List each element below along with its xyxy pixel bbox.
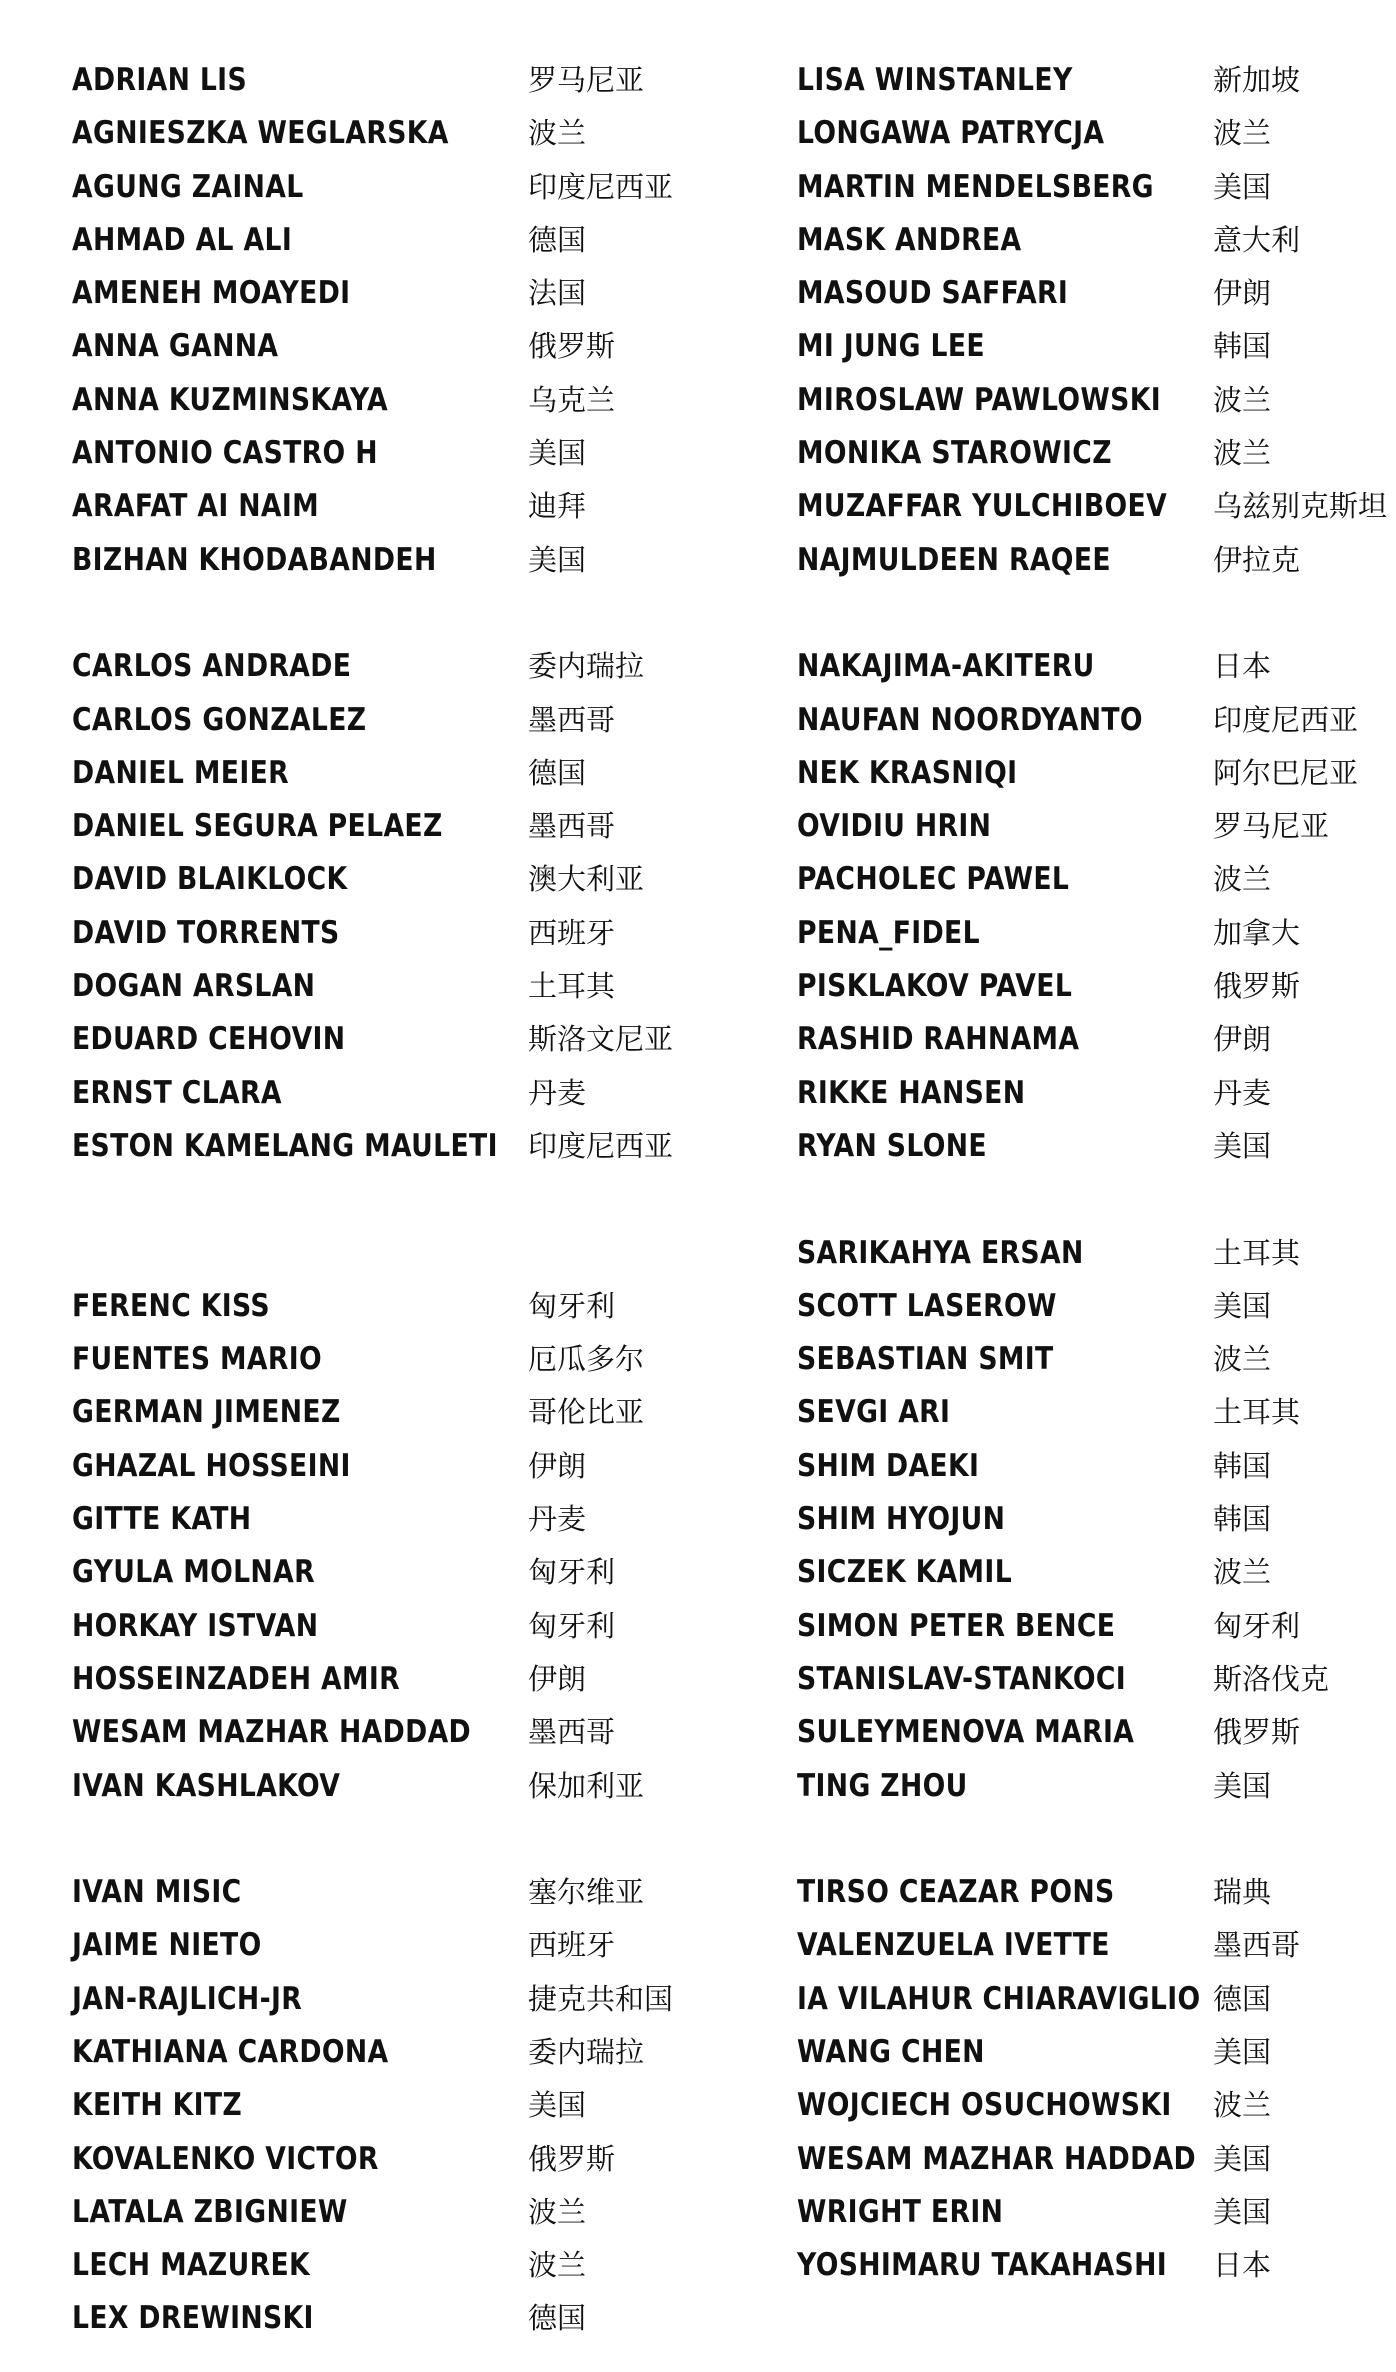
- person-country: 伊朗: [528, 1661, 587, 1696]
- person-name: FERENC KISS: [72, 1287, 270, 1324]
- person-name: SHIM HYOJUN: [797, 1501, 1006, 1538]
- person-country: 西班牙: [528, 1928, 616, 1963]
- person-name: SULEYMENOVA MARIA: [797, 1714, 1135, 1751]
- person-name: ADRIAN LIS: [72, 62, 247, 98]
- person-name: BIZHAN KHODABANDEH: [72, 541, 437, 578]
- person-name: LATALA ZBIGNIEW: [72, 2193, 348, 2230]
- person-country: 德国: [1213, 1981, 1272, 2016]
- person-country: 斯洛伐克: [1213, 1661, 1330, 1696]
- person-country: 美国: [528, 542, 587, 577]
- person-name: MARTIN MENDELSBERG: [797, 168, 1154, 205]
- person-country: 乌克兰: [528, 382, 616, 417]
- person-country: 俄罗斯: [1213, 969, 1301, 1004]
- person-name: KOVALENKO VICTOR: [72, 2140, 379, 2177]
- person-name: FUENTES MARIO: [72, 1341, 323, 1378]
- person-country: 墨西哥: [1213, 1928, 1301, 1963]
- person-country: 印度尼西亚: [528, 169, 674, 204]
- person-country: 波兰: [528, 2248, 587, 2283]
- person-country: 阿尔巴尼亚: [1213, 755, 1359, 790]
- person-country: 波兰: [528, 2194, 587, 2229]
- person-country: 伊朗: [1213, 1022, 1272, 1057]
- person-country: 波兰: [528, 116, 587, 151]
- person-country: 匈牙利: [528, 1288, 616, 1323]
- person-country: 美国: [1213, 2194, 1272, 2229]
- person-country: 瑞典: [1213, 1875, 1272, 1910]
- person-country: 美国: [1213, 1128, 1272, 1163]
- person-name: RASHID RAHNAMA: [797, 1021, 1080, 1058]
- person-country: 波兰: [1213, 2088, 1272, 2123]
- person-name: HORKAY ISTVAN: [72, 1607, 319, 1644]
- person-name: KEITH KITZ: [72, 2087, 243, 2124]
- person-name: GERMAN JIMENEZ: [72, 1394, 341, 1431]
- person-name: TIRSO CEAZAR PONS: [797, 1874, 1115, 1911]
- person-name: WANG CHEN: [797, 2033, 985, 2070]
- person-country: 美国: [1213, 1768, 1272, 1803]
- person-name: HOSSEINZADEH AMIR: [72, 1660, 400, 1697]
- person-name: AHMAD AL ALI: [72, 221, 293, 258]
- person-name: SICZEK KAMIL: [797, 1554, 1013, 1591]
- person-name: DANIEL SEGURA PELAEZ: [72, 808, 443, 845]
- person-name: RIKKE HANSEN: [797, 1074, 1026, 1111]
- person-name: OVIDIU HRIN: [797, 808, 992, 845]
- person-name: KATHIANA CARDONA: [72, 2033, 389, 2070]
- person-country: 伊拉克: [1213, 542, 1301, 577]
- person-name: GHAZAL HOSSEINI: [72, 1447, 351, 1484]
- person-name: ESTON KAMELANG MAULETI: [72, 1127, 498, 1164]
- person-country: 墨西哥: [528, 702, 616, 737]
- person-name: MONIKA STAROWICZ: [797, 435, 1112, 472]
- person-name: SHIM DAEKI: [797, 1447, 980, 1484]
- person-name: ARAFAT AI NAIM: [72, 488, 320, 525]
- person-country: 韩国: [1213, 1502, 1272, 1537]
- person-country: 丹麦: [1213, 1075, 1272, 1110]
- person-name: GYULA MOLNAR: [72, 1554, 315, 1591]
- person-country: 印度尼西亚: [1213, 702, 1359, 737]
- person-name: EDUARD CEHOVIN: [72, 1021, 346, 1058]
- person-country: 俄罗斯: [528, 329, 616, 364]
- person-name: MIROSLAW PAWLOWSKI: [797, 381, 1161, 418]
- person-country: 西班牙: [528, 915, 616, 950]
- person-country: 意大利: [1213, 222, 1301, 257]
- person-name: MUZAFFAR YULCHIBOEV: [797, 488, 1168, 525]
- person-country: 保加利亚: [528, 1768, 645, 1803]
- person-country: 罗马尼亚: [1213, 809, 1330, 844]
- person-name: RYAN SLONE: [797, 1127, 987, 1164]
- person-country: 新加坡: [1213, 63, 1301, 97]
- person-country: 俄罗斯: [528, 2141, 616, 2176]
- person-country: 澳大利亚: [528, 862, 645, 897]
- person-name: JAN-RAJLICH-JR: [72, 1980, 303, 2017]
- person-country: 波兰: [1213, 862, 1272, 897]
- person-country: 墨西哥: [528, 809, 616, 844]
- person-name: MI JUNG LEE: [797, 328, 985, 365]
- person-country: 捷克共和国: [528, 1981, 674, 2016]
- person-name: IVAN MISIC: [72, 1874, 242, 1911]
- person-name: JAIME NIETO: [72, 1927, 262, 1964]
- person-country: 土耳其: [1213, 1235, 1301, 1270]
- person-name: DAVID BLAIKLOCK: [72, 861, 348, 898]
- person-country: 日本: [1213, 649, 1272, 684]
- person-country: 匈牙利: [528, 1555, 616, 1590]
- person-name: STANISLAV-STANKOCI: [797, 1660, 1127, 1697]
- person-name: WOJCIECH OSUCHOWSKI: [797, 2087, 1172, 2124]
- person-name: LONGAWA PATRYCJA: [797, 115, 1105, 152]
- person-name: ERNST CLARA: [72, 1074, 282, 1111]
- person-country: 美国: [1213, 1288, 1272, 1323]
- person-country: 韩国: [1213, 1448, 1272, 1483]
- person-name: PENA_FIDEL: [797, 914, 980, 951]
- person-country: 波兰: [1213, 116, 1272, 151]
- person-name: LEX DREWINSKI: [72, 2300, 314, 2337]
- person-name: YOSHIMARU TAKAHASHI: [797, 2247, 1168, 2284]
- person-name: GITTE KATH: [72, 1501, 252, 1538]
- person-country: 哥伦比亚: [528, 1395, 645, 1430]
- person-country: 波兰: [1213, 436, 1272, 471]
- person-name: SEVGI ARI: [797, 1394, 951, 1431]
- person-country: 匈牙利: [1213, 1608, 1301, 1643]
- person-country: 厄瓜多尔: [528, 1342, 645, 1377]
- person-name: IA VILAHUR CHIARAVIGLIO: [797, 1980, 1201, 2017]
- person-name: VALENZUELA IVETTE: [797, 1927, 1110, 1964]
- person-name: PACHOLEC PAWEL: [797, 861, 1070, 898]
- person-name: ANNA GANNA: [72, 328, 279, 365]
- person-name: TING ZHOU: [797, 1767, 968, 1804]
- person-name: ANTONIO CASTRO H: [72, 435, 378, 472]
- person-name: DOGAN ARSLAN: [72, 968, 316, 1005]
- person-name: LISA WINSTANLEY: [797, 62, 1073, 98]
- person-name: WESAM MAZHAR HADDAD: [797, 2140, 1197, 2177]
- person-name: WESAM MAZHAR HADDAD: [72, 1714, 472, 1751]
- person-name: PISKLAKOV PAVEL: [797, 968, 1073, 1005]
- person-name: IVAN KASHLAKOV: [72, 1767, 341, 1804]
- person-country: 罗马尼亚: [528, 63, 645, 97]
- person-country: 迪拜: [528, 489, 587, 524]
- person-country: 伊朗: [1213, 276, 1272, 311]
- person-name: LECH MAZUREK: [72, 2247, 311, 2284]
- person-country: 土耳其: [528, 969, 616, 1004]
- person-country: 斯洛文尼亚: [528, 1022, 674, 1057]
- person-name: NAUFAN NOORDYANTO: [797, 701, 1143, 738]
- person-country: 美国: [528, 436, 587, 471]
- person-name: AMENEH MOAYEDI: [72, 275, 351, 312]
- person-country: 加拿大: [1213, 915, 1301, 950]
- person-country: 委内瑞拉: [528, 649, 645, 684]
- person-country: 伊朗: [528, 1448, 587, 1483]
- person-country: 美国: [1213, 2034, 1272, 2069]
- person-name: MASK ANDREA: [797, 221, 1022, 258]
- person-country: 德国: [528, 755, 587, 790]
- person-country: 土耳其: [1213, 1395, 1301, 1430]
- person-country: 匈牙利: [528, 1608, 616, 1643]
- person-country: 印度尼西亚: [528, 1128, 674, 1163]
- person-name: NAJMULDEEN RAQEE: [797, 541, 1111, 578]
- person-name: SIMON PETER BENCE: [797, 1607, 1116, 1644]
- person-country: 美国: [528, 2088, 587, 2123]
- person-country: 美国: [1213, 169, 1272, 204]
- person-country: 墨西哥: [528, 1715, 616, 1750]
- person-name: SARIKAHYA ERSAN: [797, 1234, 1084, 1271]
- person-country: 丹麦: [528, 1502, 587, 1537]
- person-name: DAVID TORRENTS: [72, 914, 340, 951]
- person-name: SEBASTIAN SMIT: [797, 1341, 1054, 1378]
- person-name: DANIEL MEIER: [72, 754, 290, 791]
- person-name: CARLOS GONZALEZ: [72, 701, 367, 738]
- person-country: 波兰: [1213, 1342, 1272, 1377]
- person-country: 委内瑞拉: [528, 2034, 645, 2069]
- person-name: ANNA KUZMINSKAYA: [72, 381, 388, 418]
- person-name: CARLOS ANDRADE: [72, 648, 352, 685]
- person-country: 德国: [528, 222, 587, 257]
- person-country: 德国: [528, 2301, 587, 2336]
- person-name: WRIGHT ERIN: [797, 2193, 1004, 2230]
- person-country: 波兰: [1213, 1555, 1272, 1590]
- person-country: 俄罗斯: [1213, 1715, 1301, 1750]
- person-country: 韩国: [1213, 329, 1272, 364]
- person-name: AGNIESZKA WEGLARSKA: [72, 115, 449, 152]
- person-country: 美国: [1213, 2141, 1272, 2176]
- person-country: 乌兹别克斯坦: [1213, 489, 1388, 524]
- person-name: NAKAJIMA-AKITERU: [797, 648, 1095, 685]
- person-name: SCOTT LASEROW: [797, 1287, 1057, 1324]
- person-name: NEK KRASNIQI: [797, 754, 1018, 791]
- person-country: 日本: [1213, 2248, 1272, 2283]
- person-name: MASOUD SAFFARI: [797, 275, 1069, 312]
- person-country: 波兰: [1213, 382, 1272, 417]
- person-country: 塞尔维亚: [528, 1875, 645, 1910]
- person-country: 丹麦: [528, 1075, 587, 1110]
- person-name: AGUNG ZAINAL: [72, 168, 304, 205]
- person-country: 法国: [528, 276, 587, 311]
